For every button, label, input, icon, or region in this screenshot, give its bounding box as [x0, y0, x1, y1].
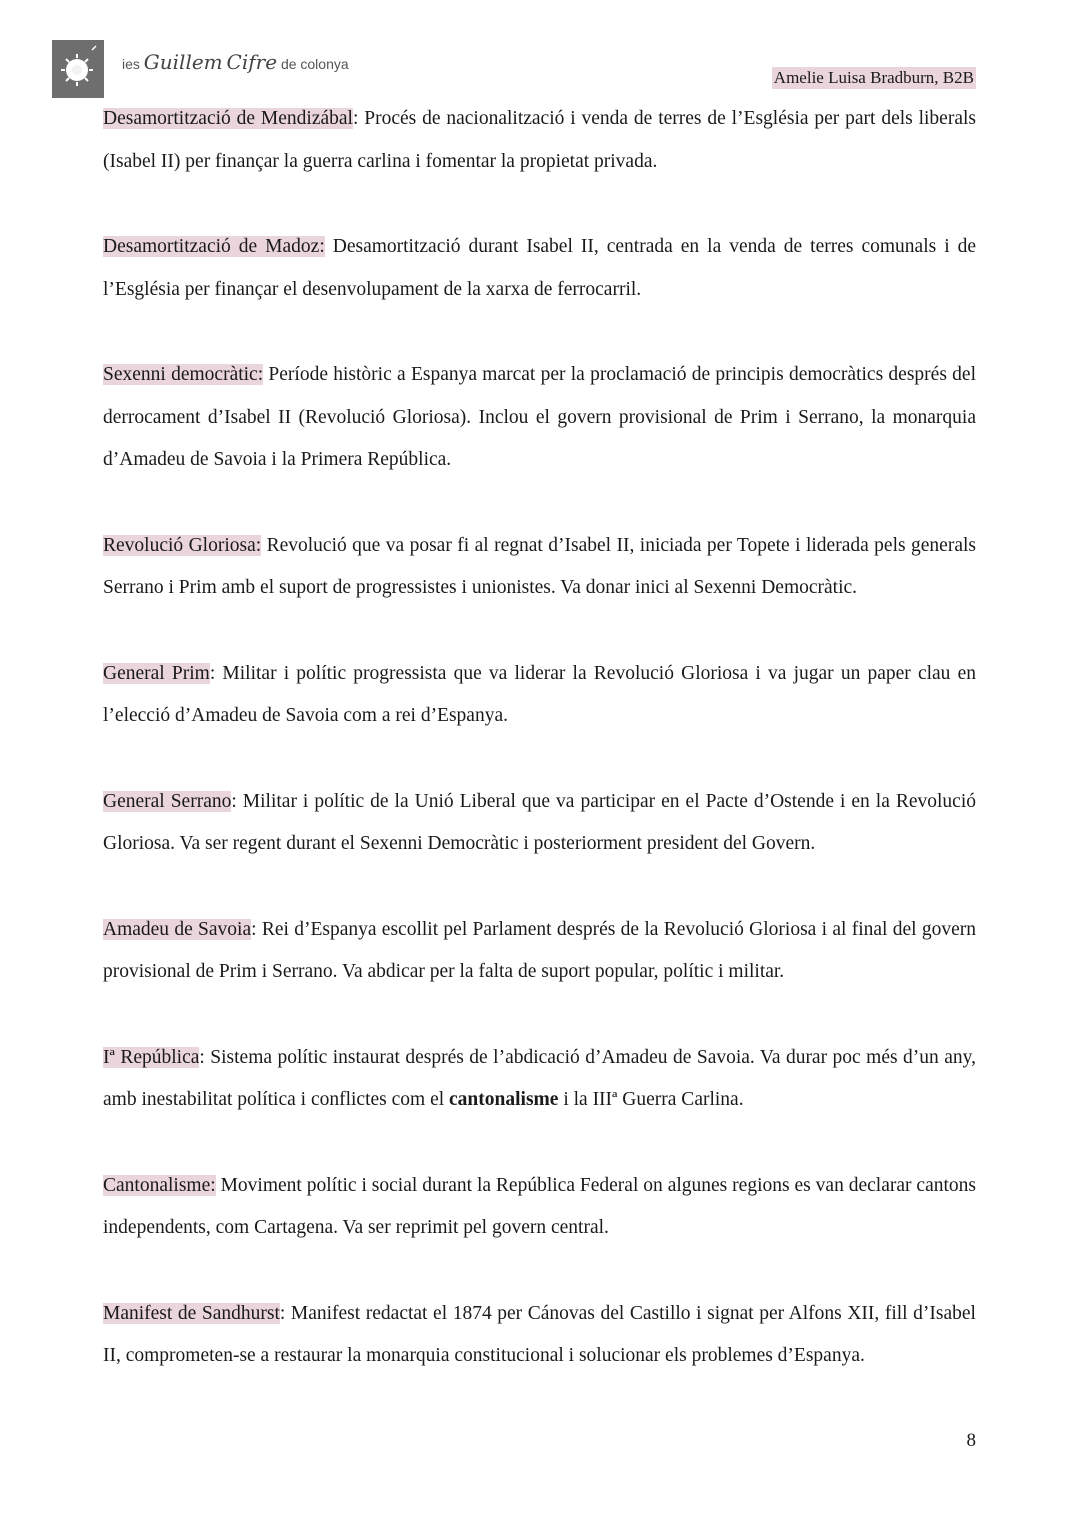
- glossary-definition: Desamortització durant Isabel II, centrada en la venda de terres comunals i de l’Església per finançar el desenvolupament de la xarxa de ferrocarril.: [103, 236, 977, 300]
- glossary-separator: :: [279, 1302, 286, 1324]
- school-name-ies: ies: [122, 56, 140, 72]
- glossary-definition-end: i la IIIª Guerra Carlina.: [558, 1089, 744, 1110]
- glossary-definition: Revolució que va posar fi al regnat d’Isabel II, iniciada per Topete i liderada pels generals Serrano i Prim amb el suport de progressistes i unionistes. Va donar inici al Sexenni Democràtic.: [103, 534, 976, 598]
- glossary-entry-revolucio-gloriosa: [103, 525, 976, 610]
- school-name: [122, 50, 349, 74]
- glossary-definition: Manifest redactat el 1874 per Cánovas del Castillo i signat per Alfons XII, fill d’Isabel II, comprometen-se a restaurar la monarquia constitucional i solucionar els problemes d’Espanya.: [103, 1302, 976, 1366]
- glossary-entry-sexenni: [103, 354, 976, 482]
- glossary-definition: Rei d’Espanya escollit pel Parlament després de la Revolució Gloriosa i al final del govern provisional de Prim i Serrano. Va abdicar per la falta de suport popular, polític i militar.: [103, 918, 976, 982]
- glossary-term: Desamortització de Madoz:: [103, 236, 325, 257]
- glossary-entry-republica: [103, 1037, 976, 1122]
- glossary-definition: Moviment polític i social durant la República Federal on algunes regions es van declarar cantons independents, com Cartagena. Va ser reprimit pel govern central.: [103, 1174, 976, 1238]
- school-logo-icon: [52, 40, 104, 98]
- author-name: Amelie Luisa Bradburn, B2B: [773, 68, 974, 87]
- glossary-entry-sandhurst: [103, 1293, 976, 1378]
- glossary-definition: Procés de nacionalització i venda de terres de l’Església per part dels liberals (Isabel II) per finançar la guerra carlina i fomentar la propietat privada.: [103, 108, 976, 172]
- school-name-guillem: Guillem: [143, 50, 223, 74]
- glossary-separator: :: [251, 918, 257, 940]
- glossary-separator: :: [352, 108, 359, 129]
- glossary-term: Cantonalisme:: [103, 1174, 216, 1196]
- school-name-cifre: Cifre: [226, 50, 278, 74]
- glossary-term: Manifest de Sandhurst: [103, 1302, 280, 1324]
- glossary-entry-general-prim: [103, 653, 976, 738]
- glossary-separator: :: [199, 1046, 205, 1068]
- glossary-bold-term: cantonalisme: [449, 1089, 559, 1110]
- glossary-entry-amadeu: [103, 909, 976, 994]
- glossary-definition: Període històric a Espanya marcat per la proclamació de principis democràtics després del derrocament d’Isabel II (Revolució Gloriosa). Inclou el govern provisional de Prim i Serrano, la monarquia d’Amadeu de Savoia i la Primera República.: [103, 364, 977, 470]
- school-name-colonya: de colonya: [280, 56, 349, 72]
- glossary-entry-mendizabal: [103, 98, 976, 183]
- glossary-term: Iª República: [103, 1046, 200, 1068]
- glossary-definition: Sistema polític instaurat després de l’abdicació d’Amadeu de Savoia. Va durar poc més d’un any, amb inestabilitat política i conflictes com el: [103, 1046, 976, 1110]
- glossary-separator: :: [231, 790, 237, 812]
- glossary-term: Desamortització de Mendizábal: [103, 108, 353, 129]
- glossary-term: Revolució Gloriosa:: [103, 534, 262, 556]
- glossary-term: Sexenni democràtic:: [103, 364, 264, 385]
- glossary-term: General Serrano: [103, 790, 232, 812]
- glossary-entry-general-serrano: [103, 781, 976, 866]
- glossary-entry-cantonalisme: [103, 1165, 976, 1250]
- glossary-term: Amadeu de Savoia: [103, 918, 252, 940]
- glossary-definition: Militar i polític de la Unió Liberal que va participar en el Pacte d’Ostende i en la Revolució Gloriosa. Va ser regent durant el Sexenni Democràtic i posteriorment president del Govern.: [103, 790, 977, 854]
- glossary-list: [103, 98, 976, 1421]
- page-number: 8: [966, 1430, 976, 1451]
- glossary-entry-madoz: [103, 226, 976, 311]
- glossary-separator: :: [209, 662, 216, 684]
- glossary-term: General Prim: [103, 662, 210, 684]
- glossary-definition: Militar i polític progressista que va liderar la Revolució Gloriosa i va jugar un paper clau en l’elecció d’Amadeu de Savoia com a rei d’Espanya.: [103, 662, 977, 726]
